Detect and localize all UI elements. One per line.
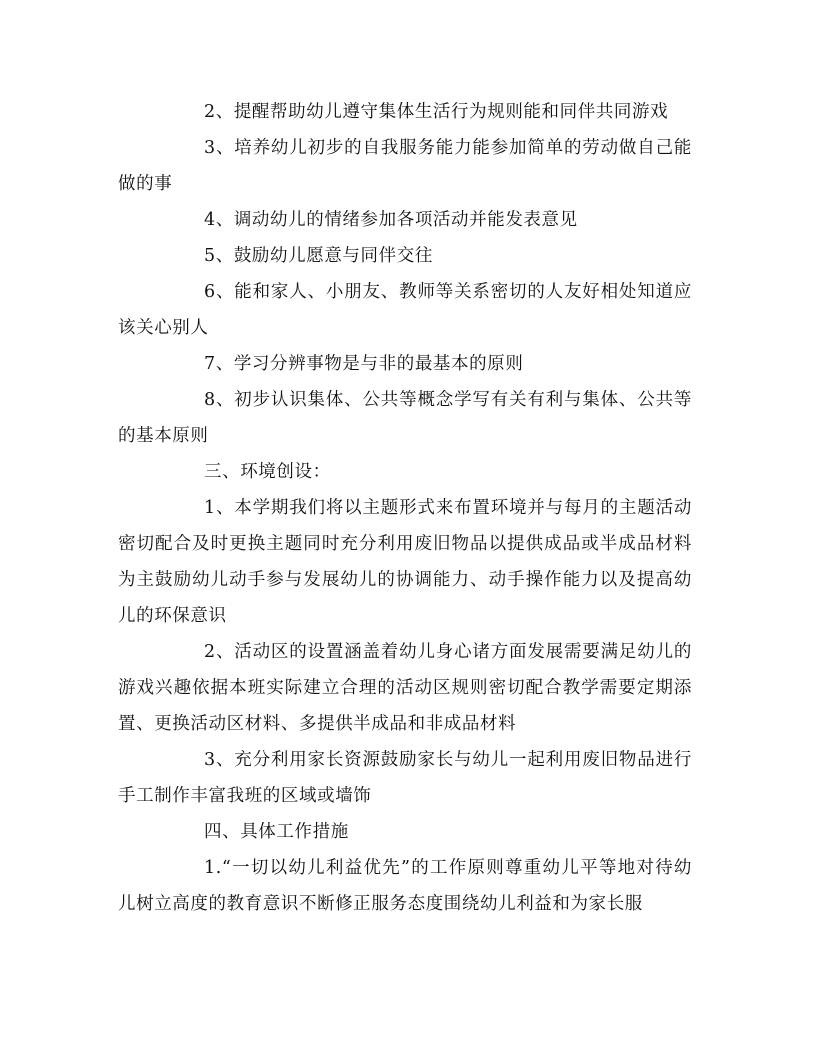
- document-page: [118, 94, 692, 922]
- paragraph-goal-3: 3、培养幼儿初步的自我服务能力能参加简单的劳动做自己能做的事: [118, 138, 692, 194]
- paragraph-goal-2: 2、提醒帮助幼儿遵守集体生活行为规则能和同伴共同游戏: [204, 102, 669, 122]
- paragraph-goal-5: 5、鼓励幼儿愿意与同伴交往: [204, 246, 433, 266]
- paragraph-environment-1: 1、本学期我们将以主题形式来布置环境并与每月的主题活动密切配合及时更换主题同时充分利用废旧物品以提供成品或半成品材料为主鼓励幼儿动手参与发展幼儿的协调能力、动手操作能力以及提高幼儿的环保意识: [118, 498, 692, 626]
- section-heading-environment: 三、环境创设：: [204, 462, 331, 482]
- paragraph-environment-3: 3、充分利用家长资源鼓励家长与幼儿一起利用废旧物品进行手工制作丰富我班的区域或墙饰: [118, 750, 692, 806]
- paragraph-measures-1: 1.“一切以幼儿利益优先”的工作原则尊重幼儿平等地对待幼儿树立高度的教育意识不断修正服务态度围绕幼儿利益和为家长服: [118, 858, 692, 914]
- paragraph-goal-7: 7、学习分辨事物是与非的最基本的原则: [204, 354, 524, 374]
- paragraph-environment-2: 2、活动区的设置涵盖着幼儿身心诸方面发展需要满足幼儿的游戏兴趣依据本班实际建立合理的活动区规则密切配合教学需要定期添置、更换活动区材料、多提供半成品和非成品材料: [118, 642, 692, 734]
- section-heading-measures: 四、具体工作措施: [204, 822, 349, 842]
- paragraph-goal-6: 6、能和家人、小朋友、教师等关系密切的人友好相处知道应该关心别人: [118, 282, 692, 338]
- paragraph-goal-8: 8、初步认识集体、公共等概念学写有关有利与集体、公共等的基本原则: [118, 390, 692, 446]
- paragraph-goal-4: 4、调动幼儿的情绪参加各项活动并能发表意见: [204, 210, 578, 230]
